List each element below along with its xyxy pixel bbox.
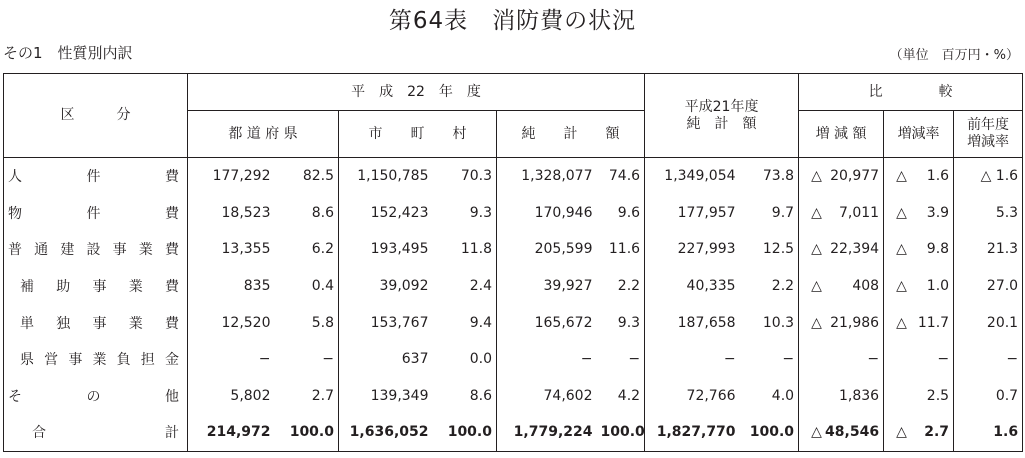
change-amount [799,414,884,451]
prefecture-share: 100.0 [275,414,339,451]
row-label-char: 件 [86,205,101,222]
row-label-char: 担 [140,352,155,369]
row-label [4,304,188,341]
header-fy21-line2: 純 計 額 [686,115,757,132]
municipality-share: 70.3 [433,158,497,195]
row-label-char: 設 [86,242,101,259]
decrease-mark: △ [811,278,822,295]
municipality-amount: 1,150,785 [339,158,433,195]
change-amount-value: − [867,351,880,368]
unit-note: （単位 百万円・%） [889,48,1019,63]
change-rate-value: − [937,351,950,368]
table-row [4,414,1023,451]
change-rate-value: 1.0 [926,278,950,295]
prefecture-amount: 835 [188,268,275,305]
table-row [4,158,1023,195]
municipality-share: 0.0 [433,341,497,378]
fy21-share: 73.8 [740,158,799,195]
table-body [4,158,1023,452]
change-amount [799,268,884,305]
fy21-amount: − [645,341,740,378]
prefecture-share: 8.6 [275,195,339,232]
row-label-char: 事 [112,242,127,259]
row-label-char: 業 [128,315,143,332]
net-total-amount: 205,599 [497,231,597,268]
header-fy22: 平 成 22 年 度 [188,74,645,111]
change-amount [799,195,884,232]
change-amount-value: 20,977 [830,168,880,185]
change-amount [799,158,884,195]
row-label-char: 通 [34,242,49,259]
fy21-amount: 72,766 [645,378,740,415]
change-rate [884,268,954,305]
row-label [4,268,188,305]
prefecture-share: − [275,341,339,378]
prefecture-share: 82.5 [275,158,339,195]
change-amount [799,341,884,378]
row-label-char: そ [8,388,22,405]
municipality-share: 11.8 [433,231,497,268]
change-amount-value: 22,394 [830,241,880,258]
municipality-share: 9.3 [433,195,497,232]
net-total-share: 11.6 [597,231,645,268]
prefecture-share: 2.7 [275,378,339,415]
row-label-char: 費 [165,315,179,332]
prefecture-amount: 18,523 [188,195,275,232]
table-row [4,378,1023,415]
change-rate [884,341,954,378]
row-label-char: 営 [44,352,59,369]
fy21-amount: 1,827,770 [645,414,740,451]
change-rate-value: 9.8 [926,241,950,258]
decrease-mark: △ [811,168,822,185]
net-total-amount: 39,927 [497,268,597,305]
prev-change-rate: 20.1 [954,304,1023,341]
table-row [4,231,1023,268]
row-label-char: 金 [164,352,179,369]
decrease-mark: △ [811,241,822,258]
row-label-char: 事 [92,315,107,332]
row-label-char: 件 [86,169,101,186]
change-amount [799,304,884,341]
prev-change-rate: 27.0 [954,268,1023,305]
header-municipality: 市 町 村 [339,111,497,158]
decrease-mark: △ [896,424,907,441]
prefecture-share: 0.4 [275,268,339,305]
row-label-char: 物 [8,205,22,222]
row-label-char: 独 [56,315,71,332]
change-amount-value: 21,986 [830,314,880,331]
row-label [4,341,188,378]
fy21-amount: 1,349,054 [645,158,740,195]
fy21-share: 9.7 [740,195,799,232]
fy21-amount: 177,957 [645,195,740,232]
net-total-share: 9.3 [597,304,645,341]
net-total-share: 100.0 [597,414,645,451]
fy21-share: 4.0 [740,378,799,415]
municipality-amount: 152,423 [339,195,433,232]
decrease-mark: △ [896,314,907,331]
prefecture-amount: 13,355 [188,231,275,268]
decrease-mark: △ [896,241,907,258]
row-label [4,195,188,232]
decrease-mark: △ [811,424,822,441]
row-label-char: 費 [164,242,179,259]
prefecture-amount: 214,972 [188,414,275,451]
header-change-amount: 増 減 額 [799,111,884,158]
net-total-amount: 1,779,224 [497,414,597,451]
net-total-amount: − [497,341,597,378]
prev-change-rate: − [954,341,1023,378]
page-title: 第64表 消防費の状況 [388,8,637,34]
municipality-amount: 193,495 [339,231,433,268]
prev-change-rate: 1.6 [954,414,1023,451]
row-label [4,158,188,195]
municipality-share: 2.4 [433,268,497,305]
change-amount [799,231,884,268]
header-fy21-line1: 平成21年度 [684,98,759,115]
row-label-char: 他 [165,388,179,405]
row-label-char: 普 [8,242,22,259]
fy21-share: 2.2 [740,268,799,305]
municipality-amount: 39,092 [339,268,433,305]
prev-change-rate: 21.3 [954,231,1023,268]
municipality-share: 9.4 [433,304,497,341]
change-amount-value: 7,011 [838,204,880,221]
row-label [4,231,188,268]
change-rate [884,195,954,232]
row-label-char: 業 [92,352,107,369]
net-total-share: 4.2 [597,378,645,415]
row-label-char: 単 [20,315,34,332]
table-row [4,341,1023,378]
row-label-char: 費 [165,279,179,296]
header-prev-change-line2: 増減率 [967,134,1010,150]
header-category: 区 分 [4,74,188,158]
row-label-char: 負 [116,352,131,369]
municipality-amount: 1,636,052 [339,414,433,451]
decrease-mark: △ [896,168,907,185]
change-rate [884,231,954,268]
row-label-char: 事 [92,279,107,296]
row-label [4,414,188,451]
fy21-share: 100.0 [740,414,799,451]
prefecture-amount: 177,292 [188,158,275,195]
change-rate-value: 3.9 [926,204,950,221]
decrease-mark: △ [896,204,907,221]
change-rate [884,158,954,195]
change-amount-value: 408 [852,278,880,295]
change-rate-value: 2.5 [926,387,950,404]
municipality-share: 100.0 [433,414,497,451]
change-amount-value: 48,546 [825,424,880,441]
net-total-share: 74.6 [597,158,645,195]
fy21-share: 10.3 [740,304,799,341]
change-rate-value: 2.7 [924,424,950,441]
net-total-amount: 170,946 [497,195,597,232]
fy21-share: 12.5 [740,231,799,268]
table-subtitle: その1 性質別内訳 [3,44,133,62]
table-row [4,304,1023,341]
prefecture-share: 5.8 [275,304,339,341]
fy21-amount: 40,335 [645,268,740,305]
prev-change-rate: 5.3 [954,195,1023,232]
row-label-char: 計 [165,425,179,442]
header-prefecture: 都 道 府 県 [188,111,339,158]
row-label-char: 費 [165,169,179,186]
change-amount-value: 1,836 [838,387,880,404]
header-comparison: 比 較 [799,74,1023,111]
prev-change-rate: △ 1.6 [954,158,1023,195]
change-rate [884,304,954,341]
header-net-total: 純 計 額 [497,111,645,158]
municipality-amount: 139,349 [339,378,433,415]
fire-expense-table [3,73,1023,452]
row-label [4,378,188,415]
row-label-char: 補 [20,279,34,296]
header-change-rate: 増減率 [884,111,954,158]
decrease-mark: △ [811,314,822,331]
prefecture-amount: 5,802 [188,378,275,415]
prefecture-amount: 12,520 [188,304,275,341]
row-label-char: 建 [60,242,75,259]
net-total-amount: 74,602 [497,378,597,415]
net-total-amount: 1,328,077 [497,158,597,195]
row-label-char: 事 [68,352,83,369]
row-label-char: 人 [8,169,22,186]
municipality-share: 8.6 [433,378,497,415]
fy21-amount: 227,993 [645,231,740,268]
row-label-char: 業 [128,279,143,296]
change-rate-value: 1.6 [926,168,950,185]
row-label-char: 費 [165,205,179,222]
table-row [4,268,1023,305]
prefecture-share: 6.2 [275,231,339,268]
net-total-share: 2.2 [597,268,645,305]
table-row [4,195,1023,232]
header-prev-change-rate [954,111,1023,158]
municipality-amount: 637 [339,341,433,378]
net-total-share: 9.6 [597,195,645,232]
net-total-amount: 165,672 [497,304,597,341]
prefecture-amount: − [188,341,275,378]
row-label-char: の [86,388,101,405]
change-amount [799,378,884,415]
decrease-mark: △ [811,204,822,221]
change-rate-value: 11.7 [917,314,950,331]
row-label-char: 合 [32,425,46,442]
prev-change-rate: 0.7 [954,378,1023,415]
fy21-amount: 187,658 [645,304,740,341]
row-label-char: 助 [56,279,71,296]
row-label-char: 業 [138,242,153,259]
row-label-char: 県 [20,352,34,369]
change-rate [884,378,954,415]
fy21-share: − [740,341,799,378]
change-rate [884,414,954,451]
net-total-share: − [597,341,645,378]
decrease-mark: △ [896,278,907,295]
municipality-amount: 153,767 [339,304,433,341]
header-prev-change-line1: 前年度 [967,117,1010,133]
header-fy21 [645,74,799,158]
